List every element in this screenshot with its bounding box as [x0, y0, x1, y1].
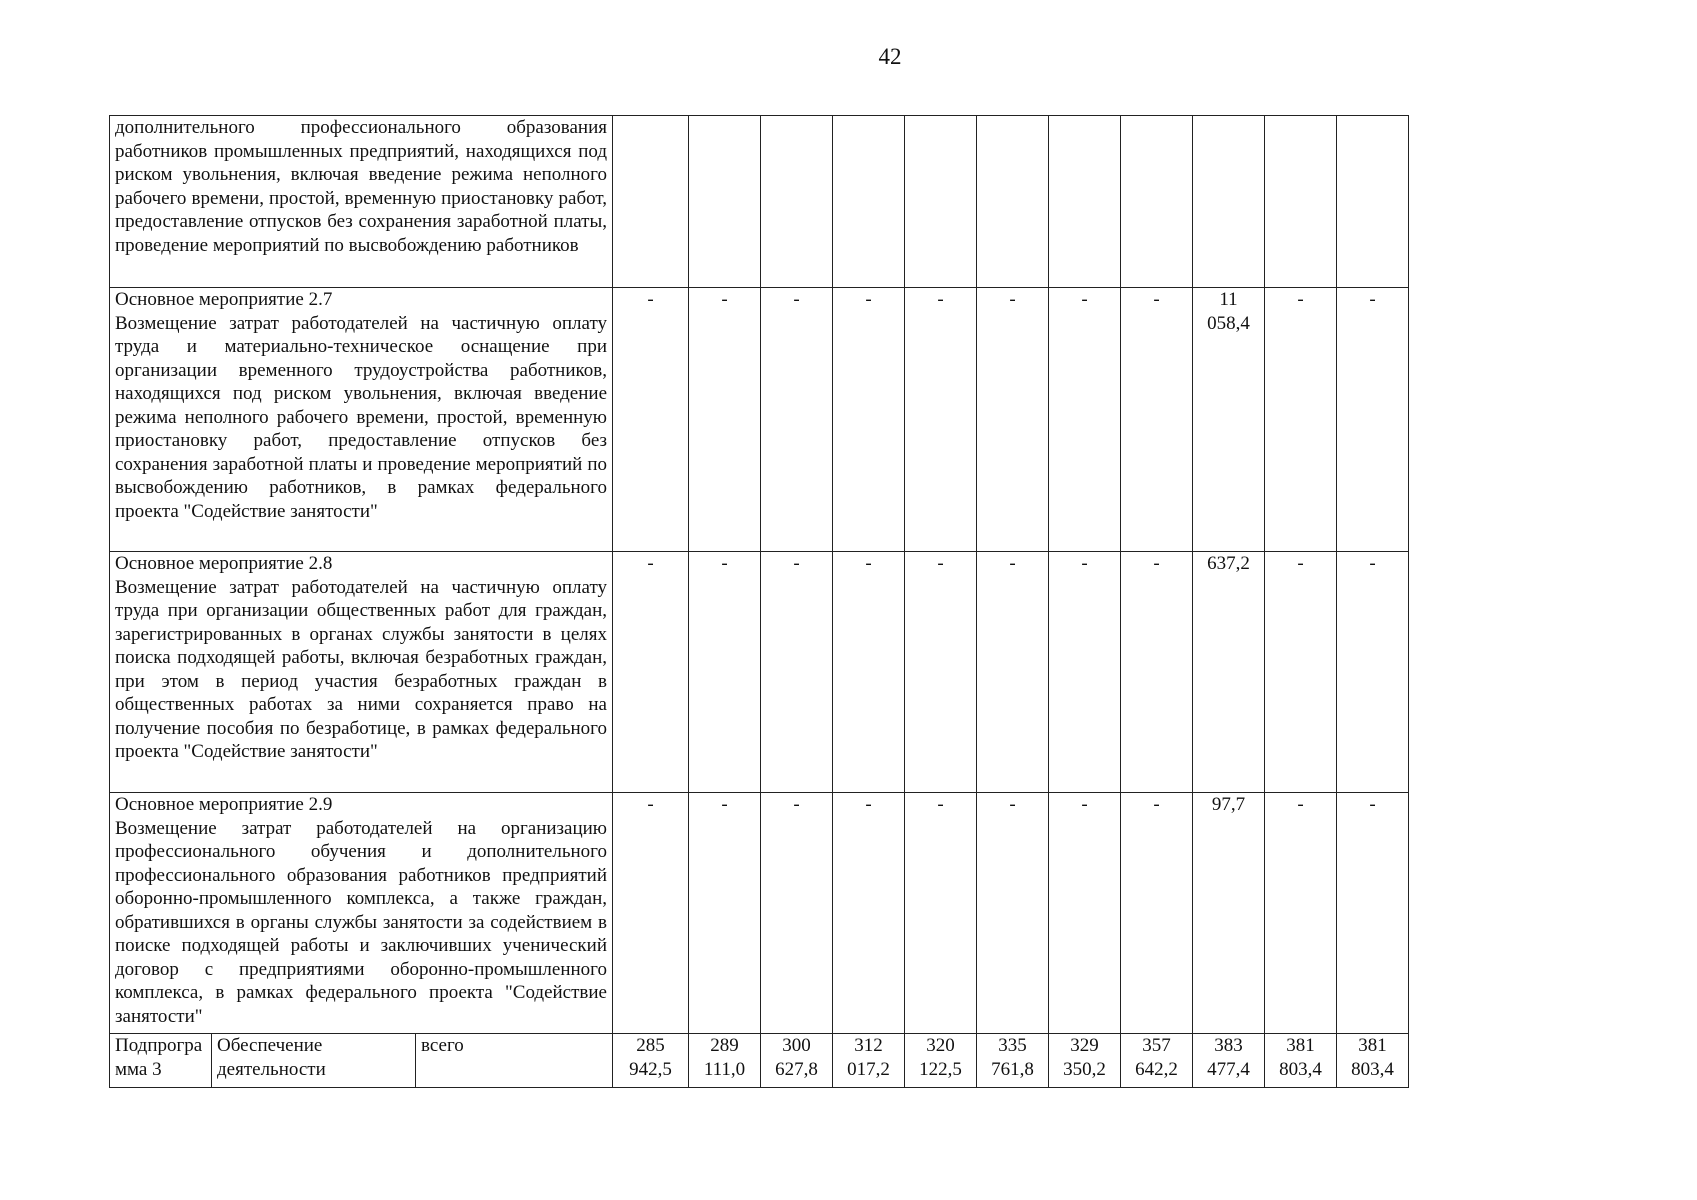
table-row: [110, 1034, 1409, 1088]
activity-title: Основное мероприятие 2.8: [115, 553, 333, 574]
value-cell: 381 803,4: [1265, 1034, 1337, 1088]
value-cell: 383 477,4: [1193, 1034, 1265, 1088]
value-cell: 97,7: [1193, 793, 1265, 1034]
value-cell: -: [1049, 793, 1121, 1034]
value-cell: -: [1121, 793, 1193, 1034]
value-cell: [977, 116, 1049, 288]
value-cell: [1121, 116, 1193, 288]
activity-description: Возмещение затрат работодателей на частичную оплату труда при организации общественных работ для граждан, зарегистрированных в органах службы занятости в целях поиска подходящей работы, включая безработных граждан, при этом в период участия безработных граждан в общественных работах за ними сохраняется право на получение пособия по безработице, в рамках федерального проекта "Содействие занятости": [115, 576, 607, 762]
activity-description-cell: [110, 793, 613, 1034]
value-cell: -: [905, 793, 977, 1034]
value-cell: -: [689, 552, 761, 793]
value-cell: -: [1265, 552, 1337, 793]
value-cell: [833, 116, 905, 288]
value-cell: [1337, 116, 1409, 288]
value-cell: 637,2: [1193, 552, 1265, 793]
value-cell: [1049, 116, 1121, 288]
activity-description: Возмещение затрат работодателей на организацию профессионального обучения и дополнительного профессионального образования работников предприятий оборонно-промышленного комплекса, а также граждан, обратившихся в органы службы занятости за содействием в поиске подходящей работы и заключивших ученический договор с предприятиями оборонно-промышленного комплекса, в рамках федерального проекта "Содействие занятости": [115, 817, 607, 1027]
value-cell: [689, 116, 761, 288]
value-cell: -: [977, 552, 1049, 793]
value-cell: -: [689, 793, 761, 1034]
table-row: [110, 552, 1409, 793]
value-cell: -: [833, 288, 905, 552]
activity-title: Основное мероприятие 2.7: [115, 289, 333, 310]
value-cell: -: [1337, 552, 1409, 793]
subprogram-name: Обеспечение деятельности: [212, 1034, 416, 1088]
table-row: [110, 288, 1409, 552]
value-cell: 320 122,5: [905, 1034, 977, 1088]
value-cell: 300 627,8: [761, 1034, 833, 1088]
value-cell: -: [1049, 552, 1121, 793]
value-cell: -: [905, 552, 977, 793]
page-number: 42: [878, 44, 902, 69]
value-cell: 381 803,4: [1337, 1034, 1409, 1088]
value-cell: -: [833, 552, 905, 793]
value-cell: -: [977, 288, 1049, 552]
value-cell: -: [833, 793, 905, 1034]
activity-description: дополнительного профессионального образования работников промышленных предприятий, находящихся под риском увольнения, включая введение режима неполного рабочего времени, простой, временную приостановку работ, предоставление отпусков без сохранения заработной платы, проведение мероприятий по высвобождению работников: [115, 117, 607, 256]
table-row: [110, 116, 1409, 288]
activity-description-cell: [110, 116, 613, 288]
value-cell: -: [761, 552, 833, 793]
value-cell: 289 111,0: [689, 1034, 761, 1088]
value-cell: -: [1049, 288, 1121, 552]
value-cell: -: [1121, 552, 1193, 793]
value-cell: 312 017,2: [833, 1034, 905, 1088]
value-cell: 335 761,8: [977, 1034, 1049, 1088]
value-cell: [761, 116, 833, 288]
value-cell: -: [613, 552, 689, 793]
value-cell: -: [977, 793, 1049, 1034]
value-cell: -: [761, 288, 833, 552]
activity-description-cell: [110, 288, 613, 552]
activity-description-cell: [110, 552, 613, 793]
value-cell: [1265, 116, 1337, 288]
value-cell: 285 942,5: [613, 1034, 689, 1088]
value-cell: -: [1337, 288, 1409, 552]
activity-description: Возмещение затрат работодателей на частичную оплату труда и материально-техническое оснащение при организации временного трудоустройства работников, находящихся под риском увольнения, включая введение режима неполного рабочего времени, простой, временную приостановку работ, предоставление отпусков без сохранения заработной платы и проведение мероприятий по высвобождению работников, в рамках федерального проекта "Содействие занятости": [115, 312, 607, 522]
value-cell: 329 350,2: [1049, 1034, 1121, 1088]
value-cell: -: [761, 793, 833, 1034]
table-row: [110, 793, 1409, 1034]
value-cell: 11 058,4: [1193, 288, 1265, 552]
budget-table: [109, 115, 1409, 1088]
value-cell: 357 642,2: [1121, 1034, 1193, 1088]
value-cell: -: [1265, 288, 1337, 552]
value-cell: -: [905, 288, 977, 552]
value-cell: -: [1121, 288, 1193, 552]
value-cell: -: [1265, 793, 1337, 1034]
funding-source: всего: [416, 1034, 613, 1088]
value-cell: [1193, 116, 1265, 288]
value-cell: [613, 116, 689, 288]
value-cell: -: [1337, 793, 1409, 1034]
activity-title: Основное мероприятие 2.9: [115, 794, 333, 815]
value-cell: -: [613, 793, 689, 1034]
subprogram-label: Подпрограмма 3: [110, 1034, 212, 1088]
value-cell: [905, 116, 977, 288]
value-cell: -: [613, 288, 689, 552]
value-cell: -: [689, 288, 761, 552]
